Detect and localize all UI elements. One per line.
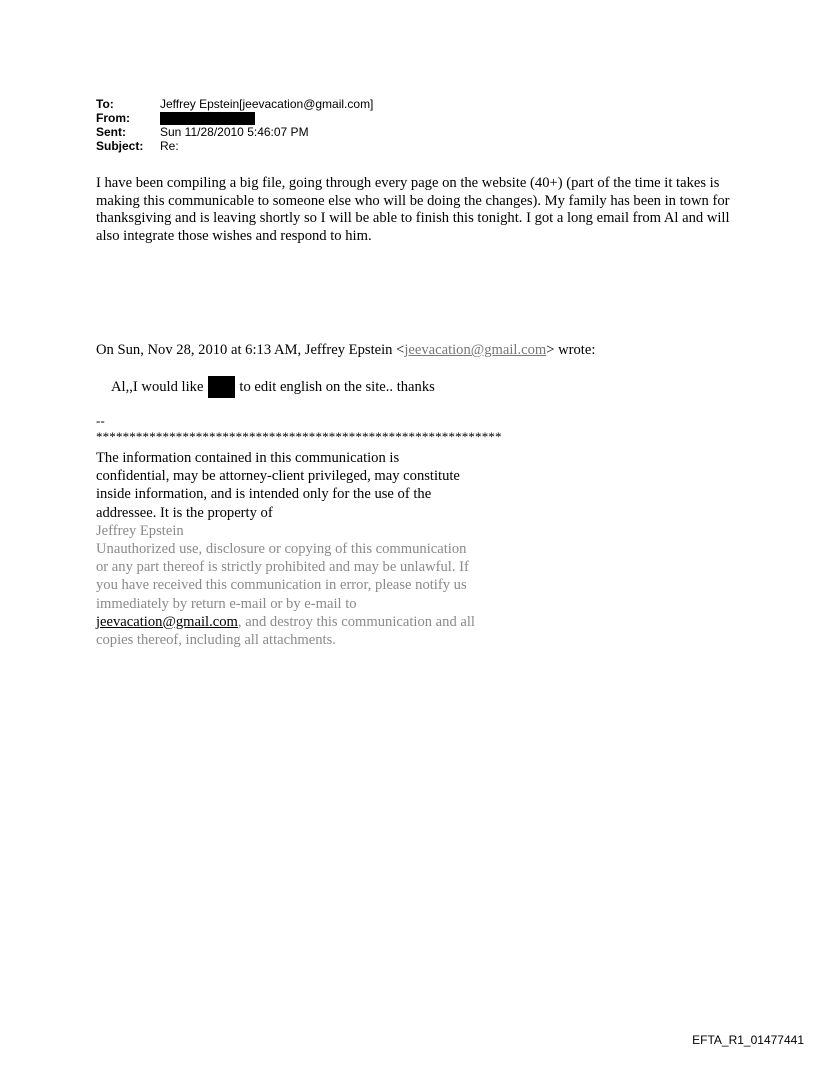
to-label: To: bbox=[96, 97, 114, 111]
from-redaction bbox=[160, 112, 255, 125]
to-row bbox=[96, 97, 373, 111]
name-redaction bbox=[208, 376, 235, 398]
sent-value: Sun 11/28/2010 5:46:07 PM bbox=[160, 125, 309, 139]
signature-separator: ************************************************************* bbox=[96, 429, 502, 444]
disclaimer-unauthorized bbox=[96, 540, 476, 649]
subject-row bbox=[96, 139, 373, 153]
email-body bbox=[96, 175, 736, 245]
disclaimer-email-link[interactable]: jeevacation@gmail.com bbox=[96, 613, 238, 630]
quoted-text-before: Al,,I would like bbox=[111, 379, 204, 395]
document-id: EFTA_R1_01477441 bbox=[692, 1033, 804, 1047]
to-value: Jeffrey Epstein[jeevacation@gmail.com] bbox=[160, 97, 374, 111]
disclaimer-confidential: The information contained in this communication is confidential, may be attorney-client privileged, may constitute inside information, and is intended only for the use of the addressee. It is the property of bbox=[96, 450, 460, 521]
sent-label: Sent: bbox=[96, 125, 126, 139]
quoted-message bbox=[111, 376, 435, 398]
subject-label: Subject: bbox=[96, 139, 144, 153]
quote-email-link[interactable]: jeevacation@gmail.com bbox=[404, 342, 547, 358]
quoted-text-after: to edit english on the site.. thanks bbox=[239, 379, 435, 395]
sent-row bbox=[96, 125, 373, 139]
subject-value: Re: bbox=[160, 139, 179, 153]
quote-intro bbox=[96, 341, 595, 359]
quote-intro-prefix: On Sun, Nov 28, 2010 at 6:13 AM, Jeffrey Epstein < bbox=[96, 342, 405, 358]
quote-intro-suffix: > wrote: bbox=[546, 342, 596, 358]
body-paragraph: I have been compiling a big file, going through every page on the website (40+) (part of the time it takes is making this communicable to someone else who will be doing the changes). My family has been in town for thanksgiving and is leaving shortly so I will be able to finish this tonight. I got a long email from Al and will also integrate those wishes and respond to him. bbox=[96, 175, 730, 244]
from-row bbox=[96, 111, 373, 125]
disclaimer bbox=[96, 449, 476, 649]
signature-dash: -- bbox=[96, 413, 105, 428]
email-header bbox=[96, 97, 373, 153]
disclaimer-unauthorized-text: Unauthorized use, disclosure or copying of this communication or any part thereof is strictly prohibited and may be unlawful. If you have received this communication in error, please notify us immediately by return e-mail or by e-mail to bbox=[96, 541, 469, 612]
disclaimer-owner-name: Jeffrey Epstein bbox=[96, 522, 184, 539]
from-label: From: bbox=[96, 111, 130, 125]
disclaimer-closing-text: , and destroy this communication and all copies thereof, including all attachments. bbox=[96, 613, 475, 649]
